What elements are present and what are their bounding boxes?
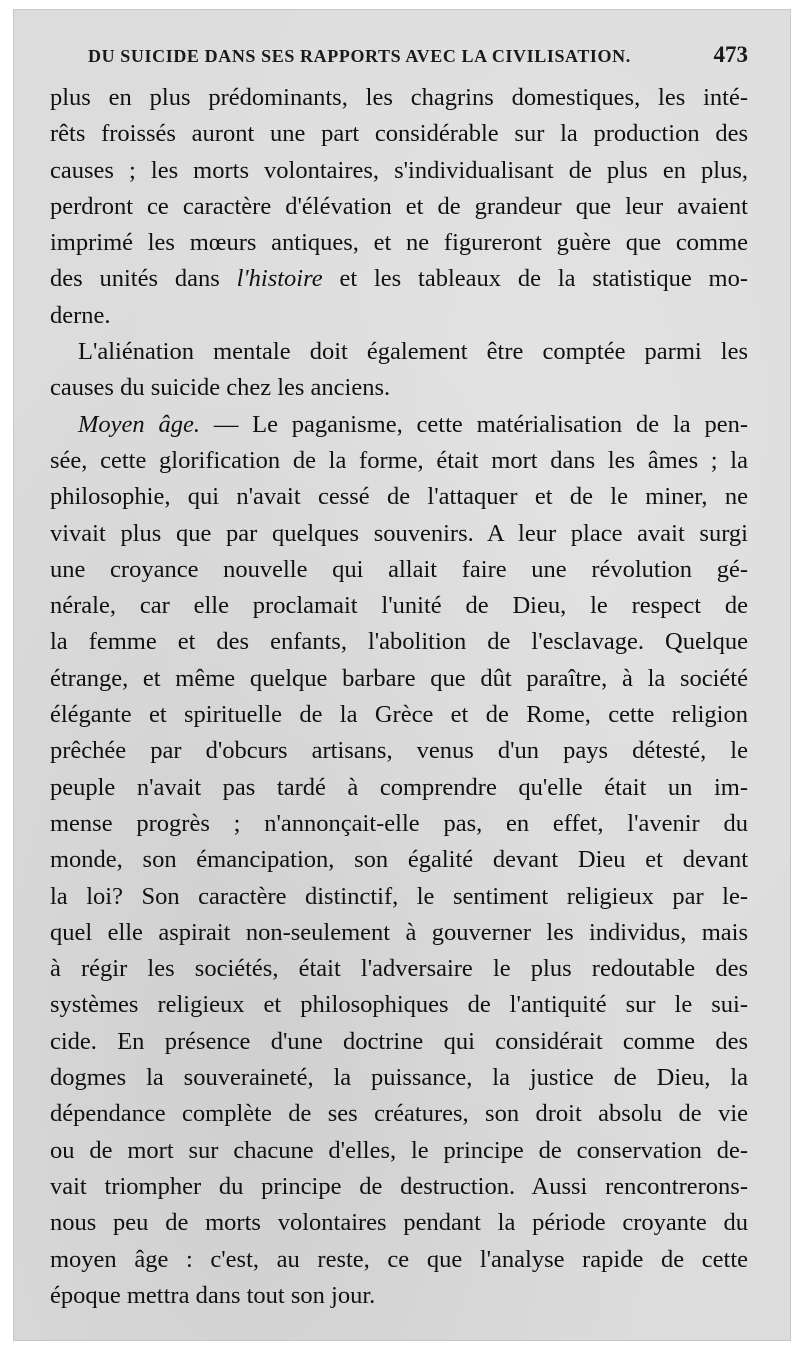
running-title: DU SUICIDE DANS SES RAPPORTS AVEC LA CIVILISATION.: [88, 46, 631, 66]
text-line: sée, cette glorification de la forme, était mort dans les âmes ; la: [50, 446, 748, 474]
text-line: la femme et des enfants, l'abolition de l'esclavage. Quelque: [50, 628, 748, 656]
text-fragment: des unités dans: [50, 265, 220, 293]
text-line: époque mettra dans tout son jour.: [50, 1281, 376, 1309]
text-line: imprimé les mœurs antiques, et ne figureront guère que comme: [50, 229, 748, 257]
text-line: plus en plus prédominants, les chagrins domestiques, les inté-: [50, 84, 748, 111]
text-line: causes ; les morts volontaires, s'individualisant de plus en plus,: [50, 156, 748, 184]
text-line: étrange, et même quelque barbare que dût paraître, à la société: [50, 664, 748, 692]
text-line: moyen âge : c'est, au reste, ce que l'analyse rapide de cette: [50, 1245, 748, 1273]
page-number: 473: [713, 42, 748, 67]
section-heading: Moyen âge.: [78, 410, 200, 438]
text-line: prêchée par d'obcurs artisans, venus d'un pays détesté, le: [50, 737, 748, 765]
text-line: nous peu de morts volontaires pendant la période croyante du: [50, 1209, 748, 1237]
text-line: derne.: [50, 301, 111, 329]
text-line: perdront ce caractère d'élévation et de grandeur que leur avaient: [50, 192, 748, 220]
text-fragment: et les tableaux de la statistique mo-: [339, 265, 748, 293]
text-line: monde, son émancipation, son égalité devant Dieu et devant: [50, 846, 748, 874]
text-line: vivait plus que par quelques souvenirs. A leur place avait surgi: [50, 519, 748, 547]
text-line: dépendance complète de ses créatures, son droit absolu de vie: [50, 1100, 748, 1128]
text-line: dogmes la souveraineté, la puissance, la justice de Dieu, la: [50, 1064, 748, 1092]
text-line: vait triompher du principe de destruction. Aussi rencontrerons-: [50, 1172, 748, 1200]
text-line: systèmes religieux et philosophiques de l'antiquité sur le sui-: [50, 991, 748, 1019]
text-line: à régir les sociétés, était l'adversaire le plus redoutable des: [50, 955, 748, 983]
text-line: cide. En présence d'une doctrine qui considérait comme des: [50, 1027, 748, 1055]
text-line: élégante et spirituelle de la Grèce et de Rome, cette religion: [50, 701, 748, 729]
text-line: rêts froissés auront une part considérable sur la production des: [50, 120, 748, 148]
text-line: une croyance nouvelle qui allait faire une révolution gé-: [50, 555, 748, 583]
text-line: mense progrès ; n'annonçait-elle pas, en effet, l'avenir du: [50, 809, 748, 837]
page-header: [88, 42, 748, 72]
text-fragment: — Le paganisme, cette matérialisation de la pen-: [213, 410, 748, 438]
text-line: philosophie, qui n'avait cessé de l'attaquer et de le miner, ne: [50, 483, 748, 511]
text-line: nérale, car elle proclamait l'unité de Dieu, le respect de: [50, 592, 748, 620]
text-line: peuple n'avait pas tardé à comprendre qu'elle était un im-: [50, 773, 748, 801]
text-line: L'aliénation mentale doit également être comptée parmi les: [78, 338, 748, 366]
text-line: causes du suicide chez les anciens.: [50, 374, 391, 402]
body-text: [50, 80, 748, 1314]
text-line: la loi? Son caractère distinctif, le sentiment religieux par le-: [50, 882, 748, 910]
text-line: ou de mort sur chacune d'elles, le principe de conservation de-: [50, 1136, 748, 1164]
italic-term: l'histoire: [236, 265, 323, 293]
text-line: quel elle aspirait non-seulement à gouverner les individus, mais: [50, 918, 748, 946]
text-line-mixed: [50, 261, 748, 297]
text-line-heading: [50, 407, 748, 443]
